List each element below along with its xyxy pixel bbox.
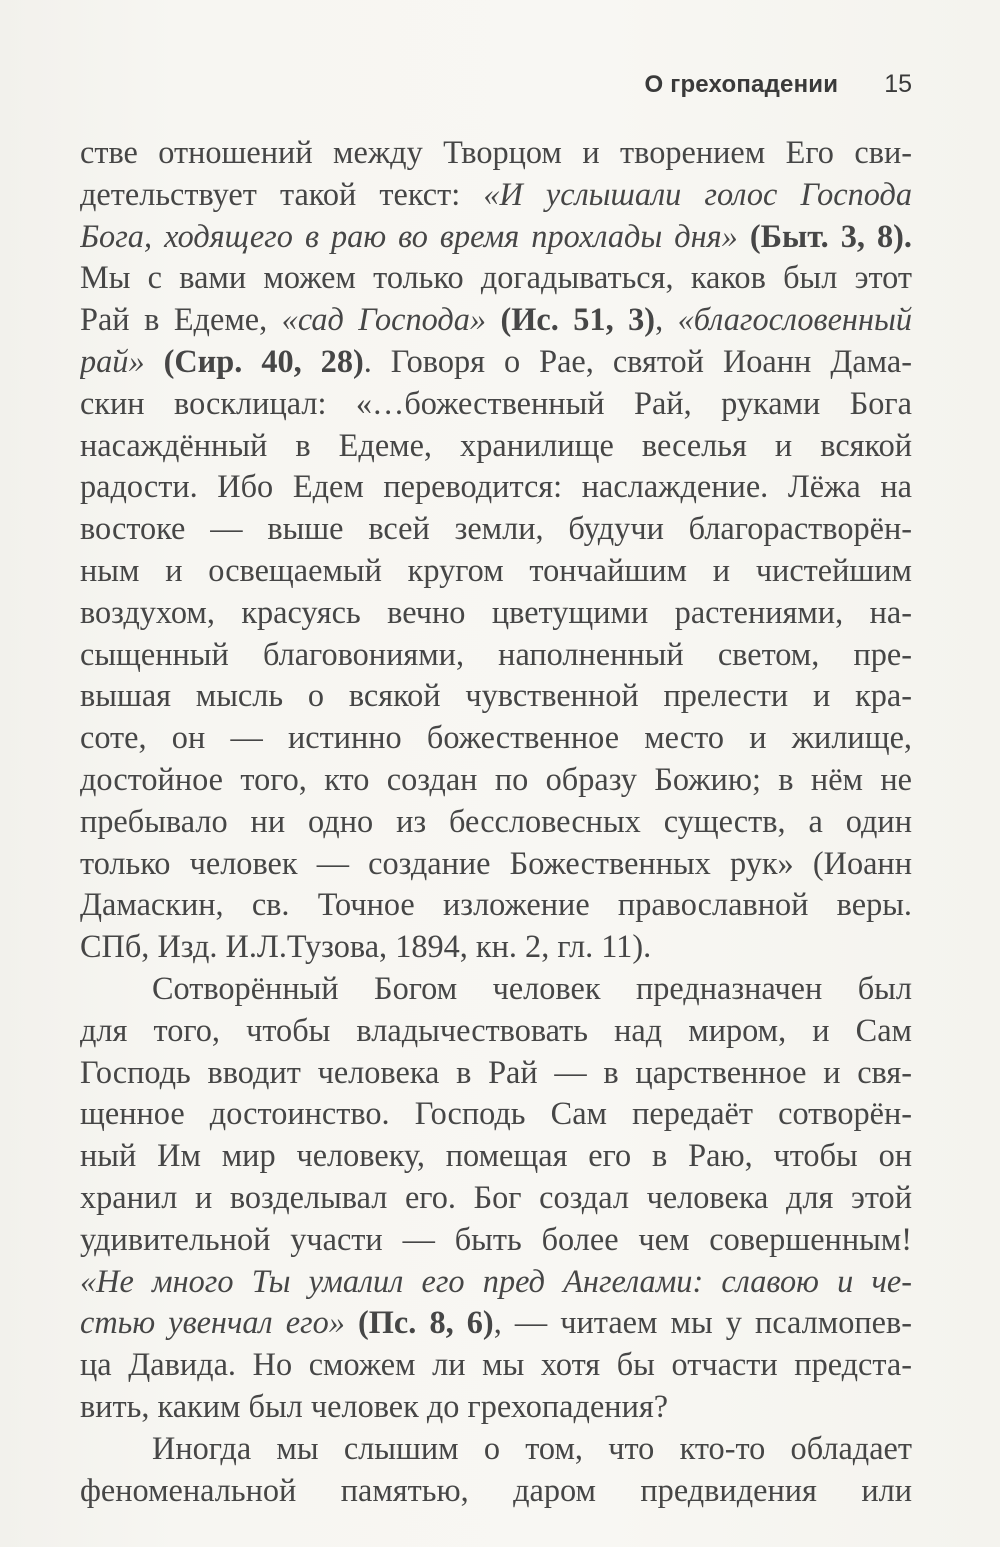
- text-line-19: Дамаскин, св. Точное изложение православной веры.: [80, 886, 912, 923]
- text-line-13: сыщенный благовониями, наполненный светом, пре-: [80, 635, 912, 672]
- text-line-28: «Не много Ты умалил его пред Ангелами: славою и че-: [80, 1262, 912, 1299]
- text-span: ,: [655, 301, 678, 338]
- text-line-32: Иногда мы слышим о том, что кто-то обладает: [152, 1429, 912, 1466]
- text-line-21: Сотворённый Богом человек предназначен был: [152, 969, 912, 1006]
- text-line-23: Господь вводит человека в Рай — в царственное и свя-: [80, 1053, 912, 1090]
- body-text: [80, 132, 912, 1511]
- text-line-30: ца Давида. Но сможем ли мы хотя бы отчасти предста-: [80, 1346, 912, 1383]
- text-line-1: стве отношений между Творцом и творением Его сви-: [80, 134, 912, 170]
- text-span: , — читаем мы у псалмопев-: [493, 1304, 912, 1341]
- text-line-24: щенное достоинство. Господь Сам передаёт сотворён-: [80, 1095, 912, 1132]
- text-line-25: ный Им мир человеку, помещая его в Раю, чтобы он: [80, 1137, 912, 1174]
- quote-span: «благословенный: [677, 301, 912, 338]
- text-line-33: феноменальной памятью, даром предвидения или: [80, 1471, 912, 1508]
- text-line-2: [80, 174, 912, 216]
- text-line-15: соте, он — истинно божественное место и жилище,: [80, 719, 912, 756]
- quote-span: Бога, ходящего в раю во время прохлады дня»: [80, 217, 738, 254]
- reference-span: (Пс. 8, 6): [344, 1304, 494, 1341]
- text-line-29: [80, 1302, 912, 1344]
- text-line-16: достойное того, кто создан по образу Божию; в нём не: [80, 760, 912, 797]
- text-line-27: удивительной участи — быть более чем совершенным!: [80, 1220, 912, 1257]
- text-line-5: [80, 299, 912, 341]
- quote-span: стью увенчал его»: [80, 1304, 345, 1341]
- text-span: Рай в Едеме,: [80, 301, 282, 338]
- text-line-11: ным и освещаемый кругом тончайшим и чистейшим: [80, 551, 912, 588]
- text-line-7: скин восклицал: «…божественный Рай, руками Бога: [80, 384, 912, 421]
- quote-span: рай»: [80, 342, 145, 379]
- text-line-10: востоке — выше всей земли, будучи благорастворён-: [80, 510, 912, 547]
- text-span: детельствует такой текст:: [80, 175, 484, 212]
- text-line-20: СПб, Изд. И.Л.Тузова, 1894, кн. 2, гл. 11).: [80, 928, 652, 965]
- text-line-6: [80, 341, 912, 383]
- text-line-22: для того, чтобы владычествовать над миром, и Сам: [80, 1011, 912, 1048]
- text-line-9: радости. Ибо Едем переводится: наслаждение. Лёжа на: [80, 468, 912, 505]
- text-line-12: воздухом, красуясь вечно цветущими растениями, на-: [80, 593, 912, 630]
- quote-span: «И услышали голос Господа: [483, 175, 912, 212]
- text-line-31: вить, каким был человек до грехопадения?: [80, 1387, 669, 1424]
- text-span: . Говоря о Рае, святой Иоанн Дама-: [363, 342, 912, 379]
- page-number: 15: [884, 70, 912, 98]
- running-title: О грехопадении: [644, 71, 839, 98]
- text-line-18: только человек — создание Божественных рук» (Иоанн: [80, 844, 912, 881]
- quote-span: «сад Господа»: [281, 301, 486, 338]
- reference-span: (Быт. 3, 8).: [737, 217, 912, 254]
- reference-span: (Ис. 51, 3): [486, 301, 656, 338]
- text-line-8: насаждённый в Едеме, хранилище веселья и всякой: [80, 426, 912, 463]
- text-line-26: хранил и возделывал его. Бог создал человека для этой: [80, 1178, 912, 1215]
- text-line-17: пребывало ни одно из бессловесных существ, а один: [80, 802, 912, 839]
- text-line-14: вышая мысль о всякой чувственной прелести и кра-: [80, 677, 912, 714]
- text-line-3: [80, 216, 912, 258]
- reference-span: (Сир. 40, 28): [144, 342, 364, 379]
- running-header: [645, 70, 912, 99]
- text-line-4: Мы с вами можем только догадываться, каков был этот: [80, 259, 912, 296]
